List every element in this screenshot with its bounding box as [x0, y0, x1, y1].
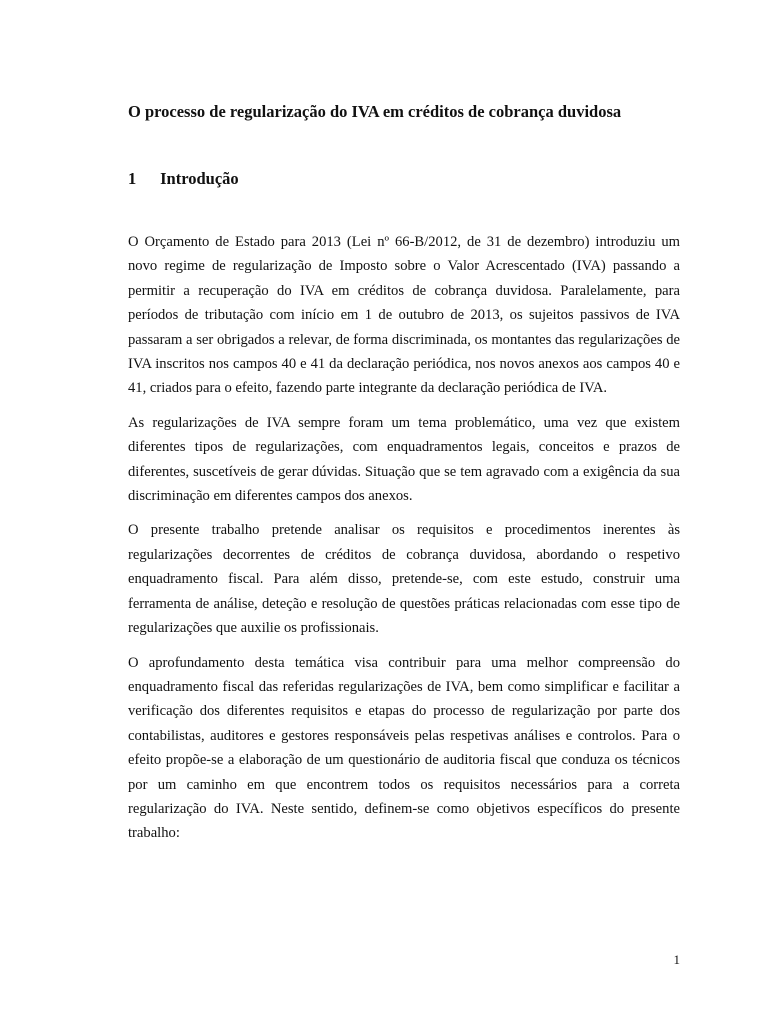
paragraph: As regularizações de IVA sempre foram um tema problemático, uma vez que existem diferentes tipos de regularizações, com enquadramentos legais, conceitos e prazos de diferentes, suscetíveis de gerar dúvidas. Situação que se tem agravado com a exigência da sua discriminação em diferentes campos dos anexos. — [128, 414, 680, 505]
paragraph: O aprofundamento desta temática visa contribuir para uma melhor compreensão do enquadramento fiscal das referidas regularizações de IVA, bem como simplificar e facilitar a verificação dos diferentes requisitos e etapas do processo de regularização por parte dos contabilistas, auditores e gestores responsáveis pelas respetivas análises e controlos. Para o efeito propõe-se a elaboração de um questionário de auditoria fiscal que conduza os técnicos por um caminho em que encontrem todos os requisitos necessários para a correta regularização do IVA. Neste sentido, definem-se como objetivos específicos do presente trabalho: — [128, 654, 680, 842]
paragraph: O presente trabalho pretende analisar os requisitos e procedimentos inerentes às regularizações decorrentes de créditos de cobrança duvidosa, abordando o respetivo enquadramento fiscal. Para além disso, pretende-se, com este estudo, construir uma ferramenta de análise, deteção e resolução de questões práticas relacionadas com esse tipo de regularizações que auxilie os profissionais. — [128, 522, 680, 637]
document-title: O processo de regularização do IVA em créditos de cobrança duvidosa — [128, 102, 622, 121]
section-number: 1 — [128, 169, 137, 188]
page-number: 1 — [673, 952, 680, 967]
section-heading — [128, 168, 239, 190]
body-text — [128, 230, 680, 856]
section-title: Introdução — [160, 169, 239, 188]
paragraph: O Orçamento de Estado para 2013 (Lei nº 66-B/2012, de 31 de dezembro) introduziu um novo regime de regularização de Imposto sobre o Valor Acrescentado (IVA) passando a permitir a recuperação do IVA em créditos de cobrança duvidosa. Paralelamente, para períodos de tributação com início em 1 de outubro de 2013, os sujeitos passivos de IVA passaram a ser obrigados a relevar, de forma discriminada, os montantes das regularizações de IVA inscritos nos campos 40 e 41 da declaração periódica, nos novos anexos aos campos 40 e 41, criados para o efeito, fazendo parte integrante da declaração periódica de IVA. — [128, 234, 680, 397]
